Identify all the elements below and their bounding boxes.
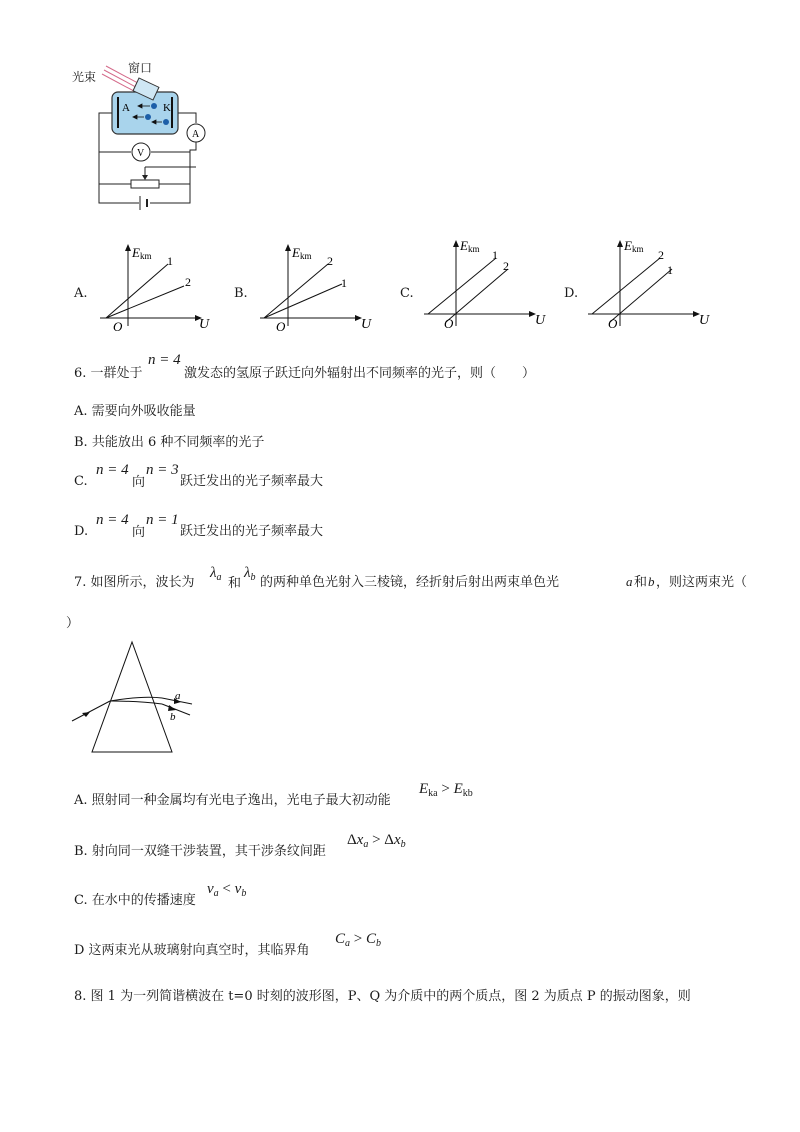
electron-3 bbox=[163, 119, 169, 125]
option-c-y-label: Ekm bbox=[460, 238, 480, 254]
option-a-origin: O bbox=[113, 319, 123, 334]
prism-figure bbox=[68, 638, 198, 758]
q7-and: 和 bbox=[228, 576, 242, 591]
q6-option-d-from: n = 4 bbox=[96, 512, 129, 528]
q6-option-d-tail: 跃迁发出的光子频率最大 bbox=[180, 524, 324, 539]
option-a-label-1: 1 bbox=[167, 254, 173, 268]
q7-text-3: ，则这两束光（ bbox=[656, 575, 748, 590]
q7-text-2: 的两种单色光射入三棱镜，经折射后射出两束单色光 bbox=[260, 575, 560, 590]
battery bbox=[140, 196, 147, 210]
q7-text-1: 7. 如图所示，波长为 bbox=[74, 575, 195, 590]
option-d-letter[interactable]: D. bbox=[564, 286, 579, 301]
q7-option-d-text: D 这两束光从玻璃射向真空时，其临界角 bbox=[74, 943, 310, 958]
q6-option-c-to-word: 向 bbox=[132, 475, 146, 490]
q7-beam-a: a bbox=[626, 574, 633, 589]
option-a-line-1 bbox=[106, 264, 168, 318]
q7-option-c-text: C. 在水中的传播速度 bbox=[74, 893, 196, 908]
option-d-graph bbox=[586, 236, 716, 332]
q7-lambda-b: $\lambda_b$ bbox=[244, 565, 256, 583]
option-d-origin: O bbox=[608, 316, 618, 331]
option-c-x-label: U bbox=[535, 313, 546, 328]
q7-and-2: 和 bbox=[634, 575, 648, 590]
q7-option-b-math: $\Delta x_a > \Delta x_b$ bbox=[347, 832, 406, 850]
option-b-graph bbox=[256, 240, 376, 332]
option-b-label-1: 1 bbox=[341, 276, 347, 290]
prism bbox=[92, 642, 172, 752]
q6-option-c-tail: 跃迁发出的光子频率最大 bbox=[180, 474, 324, 489]
q6-n-equation: n = 4 bbox=[148, 352, 181, 368]
cathode-label: K bbox=[163, 102, 171, 114]
q8-text: 8. 图 1 为一列简谐横波在 t=0 时刻的波形图，P、Q 为介质中的两个质点，图 2 为质点 P 的振动图象，则 bbox=[74, 989, 691, 1004]
option-c-label-1: 1 bbox=[492, 248, 498, 262]
option-d-label-2: 2 bbox=[658, 248, 664, 262]
anode-label: A bbox=[122, 102, 130, 114]
q6-option-d-to: n = 1 bbox=[146, 512, 179, 528]
option-d-line-2 bbox=[592, 258, 660, 314]
option-a-x-label: U bbox=[199, 317, 210, 332]
option-b-origin: O bbox=[276, 319, 286, 334]
option-a-graph bbox=[96, 240, 216, 332]
option-d-label-1: 1 bbox=[667, 263, 673, 277]
q6-option-d-to-word: 向 bbox=[132, 525, 146, 540]
q7-beam-b: b bbox=[648, 574, 655, 589]
q6-prefix: 6. 一群处于 bbox=[74, 366, 143, 381]
option-c-graph bbox=[422, 236, 552, 332]
ammeter-label: A bbox=[192, 129, 200, 140]
window-label: 窗口 bbox=[128, 61, 153, 75]
q7-option-a-math: $E_{ka} > E_{kb}$ bbox=[419, 781, 473, 799]
incident-arrow bbox=[82, 712, 90, 717]
option-a-line-2 bbox=[106, 286, 184, 318]
option-c-origin: O bbox=[444, 316, 454, 331]
option-d-x-label: U bbox=[699, 313, 710, 328]
rheostat bbox=[131, 180, 159, 188]
option-c-letter[interactable]: C. bbox=[400, 286, 414, 301]
prism-label-b: b bbox=[170, 711, 176, 723]
option-b-line-1 bbox=[264, 284, 342, 318]
option-d-y-label: Ekm bbox=[624, 238, 644, 254]
option-b-line-2 bbox=[264, 264, 328, 318]
q6-option-d-letter: D. bbox=[74, 524, 89, 539]
option-b-letter[interactable]: B. bbox=[234, 286, 248, 301]
option-c-line-1 bbox=[428, 258, 496, 314]
light-beam-label: 光束 bbox=[72, 70, 97, 84]
photoelectric-circuit-figure bbox=[70, 55, 220, 215]
electron-1 bbox=[151, 103, 157, 109]
option-b-y-label: Ekm bbox=[292, 245, 312, 261]
q7-option-a-text: A. 照射同一种金属均有光电子逸出，光电子最大初动能 bbox=[74, 793, 391, 808]
option-b-x-label: U bbox=[361, 317, 372, 332]
q7-lambda-a: $\lambda_a$ bbox=[210, 565, 222, 583]
q6-suffix: 激发态的氢原子跃迁向外辐射出不同频率的光子，则（ ） bbox=[184, 366, 536, 381]
option-b-label-2: 2 bbox=[327, 254, 333, 268]
q6-option-b[interactable]: B. 共能放出 6 种不同频率的光子 bbox=[74, 435, 265, 450]
q6-option-c-to: n = 3 bbox=[146, 462, 179, 478]
q6-option-a[interactable]: A. 需要向外吸收能量 bbox=[74, 404, 196, 419]
q7-option-c-math: $v_a < v_b$ bbox=[207, 881, 247, 899]
prism-label-a: a bbox=[175, 690, 181, 702]
option-a-y-label: Ekm bbox=[132, 245, 152, 261]
option-a-label-2: 2 bbox=[185, 275, 191, 289]
q7-option-d-math: $C_a > C_b$ bbox=[335, 931, 381, 949]
q7-close-paren: ） bbox=[66, 616, 80, 631]
q6-option-c-from: n = 4 bbox=[96, 462, 129, 478]
rheostat-slider-arrow bbox=[142, 175, 148, 180]
q6-option-c-letter: C. bbox=[74, 474, 88, 489]
option-a-letter[interactable]: A. bbox=[74, 286, 88, 301]
option-c-label-2: 2 bbox=[503, 259, 509, 273]
voltmeter-label: V bbox=[137, 148, 145, 159]
q7-option-b-text: B. 射向同一双缝干涉装置，其干涉条纹间距 bbox=[74, 844, 326, 859]
electron-2 bbox=[145, 114, 151, 120]
